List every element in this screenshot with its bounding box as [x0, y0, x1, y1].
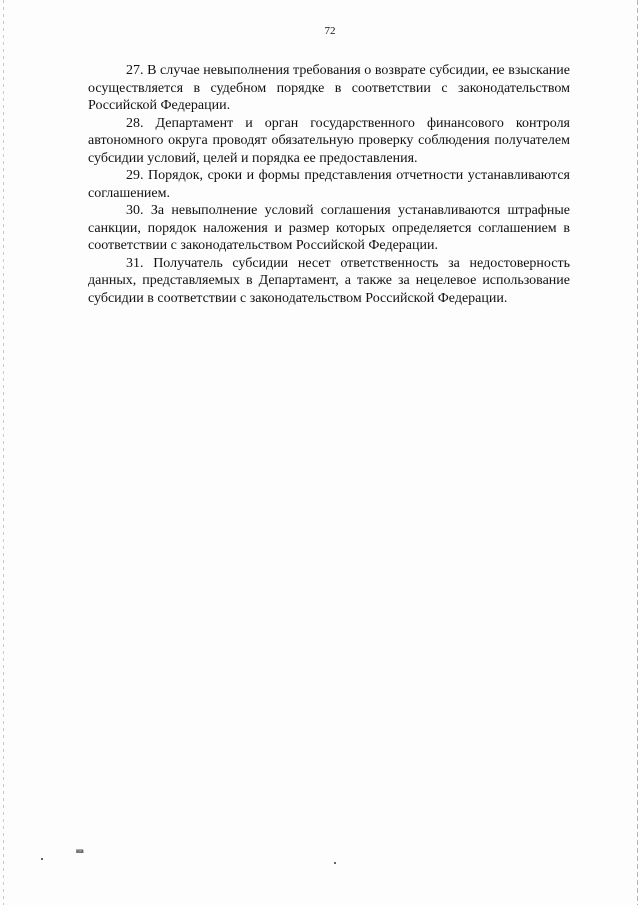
paragraph-28: 28. Департамент и орган государственного финансового контроля автономного округа проводят обязательную проверку соблюдения получателем субсидии условий, целей и порядка ее предоставления.	[88, 115, 570, 166]
document-body	[88, 62, 570, 307]
paragraph-27: 27. В случае невыполнения требования о возврате субсидии, ее взыскание осуществляется в судебном порядке в соответствии с законодательством Российской Федерации.	[88, 63, 570, 113]
scan-speck	[334, 862, 336, 864]
scan-speck	[41, 858, 43, 860]
scan-edge-right	[637, 0, 638, 905]
page-number: 72	[324, 25, 336, 37]
scan-mark: ив	[76, 847, 84, 855]
paragraph-31: 31. Получатель субсидии несет ответственность за недостоверность данных, представляемых в Департамент, а также за нецелевое использование субсидии в соответствии с законодательством Российской Федерации.	[88, 255, 570, 306]
scan-edge-left	[3, 0, 4, 905]
paragraph-30: 30. За невыполнение условий соглашения устанавливаются штрафные санкции, порядок наложения и размер которых определяется соглашением в соответствии с законодательством Российской Федерации.	[88, 203, 570, 253]
paragraph-29: 29. Порядок, сроки и формы представления отчетности устанавливаются соглашением.	[88, 168, 570, 201]
